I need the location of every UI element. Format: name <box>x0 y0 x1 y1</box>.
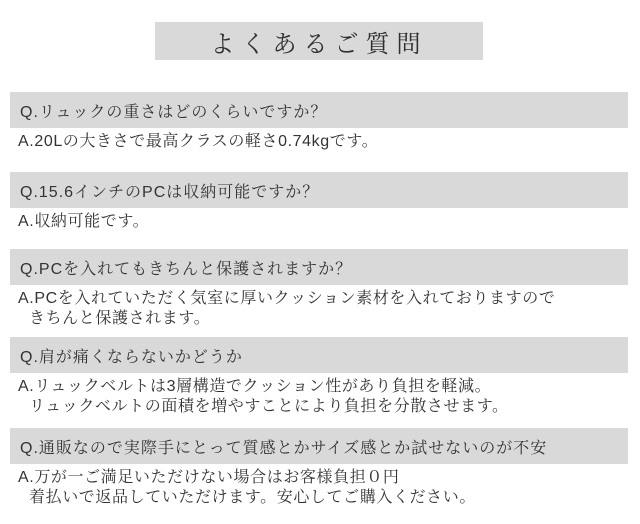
faq-item <box>10 249 628 329</box>
answer-line: A.リュックベルトは3層構造でクッション性があり負担を軽減。 <box>18 378 492 395</box>
faq-item <box>10 172 628 232</box>
answer-line: A.収納可能です。 <box>18 213 150 230</box>
question-bar <box>10 249 628 285</box>
question-text: Q.PCを入れてもきちんと保護されますか？ <box>20 260 353 278</box>
question-text: Q.肩が痛くならないかどうか <box>20 348 243 366</box>
question-bar <box>10 172 628 208</box>
question-text: Q.通販なので実際手にとって質感とかサイズ感とか試せないのが不安 <box>20 439 548 457</box>
answer-text <box>10 289 628 329</box>
page-title-banner <box>155 22 483 60</box>
answer-line: リュックベルトの面積を増やすことにより負担を分散させます。 <box>29 398 509 415</box>
answer-line: A.PCを入れていただく気室に厚いクッション素材を入れておりますので <box>18 290 556 307</box>
faq-item <box>10 428 628 508</box>
question-bar <box>10 92 628 128</box>
answer-line: A.20Lの大きさで最高クラスの軽さ0.74kgです。 <box>18 133 379 150</box>
question-bar <box>10 428 628 464</box>
answer-text <box>10 468 628 508</box>
answer-text <box>10 377 628 417</box>
faq-item <box>10 92 628 152</box>
question-bar <box>10 337 628 373</box>
question-text: Q.15.6インチのPCは収納可能ですか？ <box>20 183 320 201</box>
answer-text <box>10 132 628 152</box>
answer-line: 着払いで返品していただけます。安心してご購入ください。 <box>29 489 476 506</box>
answer-line: A.万が一ご満足いただけない場合はお客様負担０円 <box>18 469 400 486</box>
page-title: よくあるご質問 <box>210 30 428 58</box>
answer-text <box>10 212 628 232</box>
faq-item <box>10 337 628 417</box>
answer-line: きちんと保護されます。 <box>29 310 211 327</box>
question-text: Q.リュックの重さはどのくらいですか？ <box>20 103 328 121</box>
